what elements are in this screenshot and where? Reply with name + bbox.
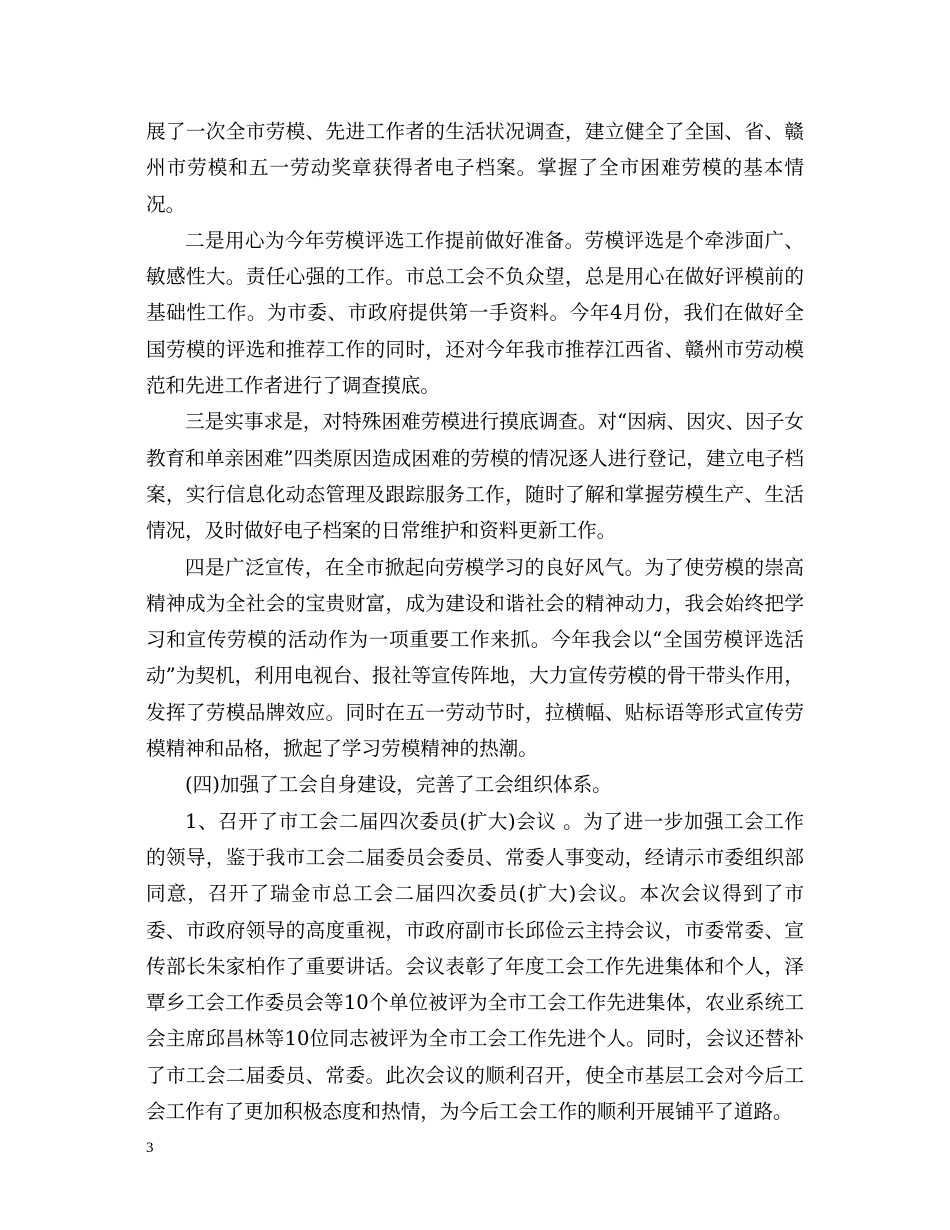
document-body — [146, 114, 804, 1130]
paragraph-point-three: 三是实事求是，对特殊困难劳模进行摸底调查。对“因病、因灾、因子女教育和单亲困难”四类原因造成困难的劳模的情况逐人进行登记，建立电子档案，实行信息化动态管理及跟踪服务工作，随时了解和掌握劳模生产、生活情况，及时做好电子档案的日常维护和资料更新工作。 — [146, 410, 804, 543]
paragraph-continuation: 展了一次全市劳模、先进工作者的生活状况调查，建立健全了全国、省、赣州市劳模和五一劳动奖章获得者电子档案。掌握了全市困难劳模的基本情况。 — [146, 120, 804, 216]
paragraph-item-one: 1、召开了市工会二届四次委员(扩大)会议 。为了进一步加强工会工作的领导，鉴于我市工会二届委员会委员、常委人事变动，经请示市委组织部同意，召开了瑞金市总工会二届四次委员(扩大)会议。本次会议得到了市委、市政府领导的高度重视，市政府副市长邱俭云主持会议，市委常委、宣传部长朱家柏作了重要讲话。会议表彰了年度工会工作先进集体和个人，泽覃乡工会工作委员会等10个单位被评为全市工会工作先进集体，农业系统工会主席邱昌林等10位同志被评为全市工会工作先进个人。同时，会议还替补了市工会二届委员、常委。此次会议的顺利召开，使全市基层工会对今后工会工作有了更加积极态度和热情，为今后工会工作的顺利开展铺平了道路。 — [146, 809, 804, 1124]
page-number: 3 — [146, 1140, 154, 1156]
paragraph-point-four: 四是广泛宣传，在全市掀起向劳模学习的良好风气。为了使劳模的崇高精神成为全社会的宝贵财富，成为建设和谐社会的精神动力，我会始终把学习和宣传劳模的活动作为一项重要工作来抓。今年我会以“全国劳模评选活动”为契机，利用电视台、报社等宣传阵地，大力宣传劳模的骨干带头作用，发挥了劳模品牌效应。同时在五一劳动节时，拉横幅、贴标语等形式宣传劳模精神和品格，掀起了学习劳模精神的热潮。 — [146, 555, 804, 761]
paragraph-point-two: 二是用心为今年劳模评选工作提前做好准备。劳模评选是个牵涉面广、敏感性大。责任心强的工作。市总工会不负众望，总是用心在做好评模前的基础性工作。为市委、市政府提供第一手资料。今年4月份，我们在做好全国劳模的评选和推荐工作的同时，还对今年我市推荐江西省、赣州市劳动模范和先进工作者进行了调查摸底。 — [146, 228, 804, 398]
section-heading-four: (四)加强了工会自身建设，完善了工会组织体系。 — [185, 773, 612, 797]
